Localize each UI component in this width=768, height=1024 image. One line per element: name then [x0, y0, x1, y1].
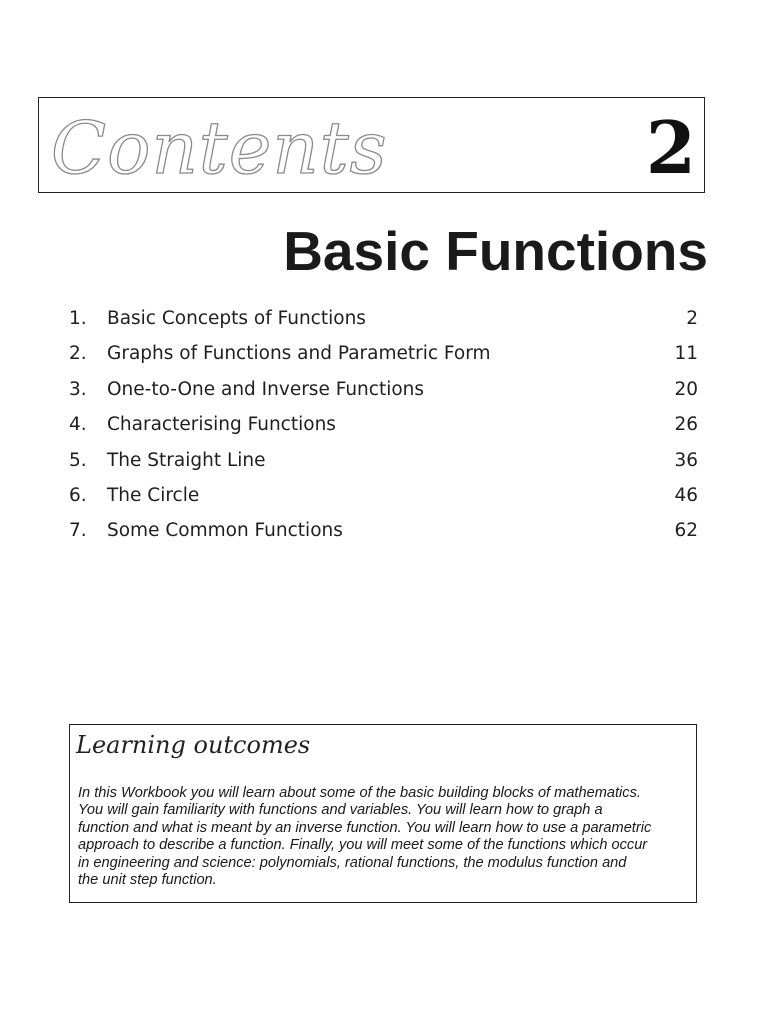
toc-entry-number: 2.: [69, 343, 87, 365]
toc-entry-number: 5.: [69, 449, 87, 471]
toc-entry[interactable]: [69, 446, 698, 481]
chapter-number: 2: [645, 105, 696, 190]
toc-entry-title: The Straight Line: [107, 449, 266, 471]
toc-entry[interactable]: [69, 410, 698, 445]
learning-outcomes-text: In this Workbook you will learn about some of the basic building blocks of mathematics. You will gain familiarity with functions and variables. You will learn how to graph a function and what is meant by an inverse function. You will learn how to use a parametric approach to describe a function. Finally, you will meet some of the functions which occur in engineering and science: polynomials, rational functions, the modulus function and the unit step function.: [78, 785, 652, 889]
toc-entry-title: Basic Concepts of Functions: [107, 308, 366, 329]
toc-entry-page: 26: [674, 414, 698, 436]
toc-entry-number: 3.: [69, 378, 87, 400]
toc-entry-title: One-to-One and Inverse Functions: [107, 378, 425, 400]
toc-entry-title: Characterising Functions: [107, 414, 336, 436]
toc-entry-page: 62: [674, 520, 698, 542]
toc-entry[interactable]: [69, 481, 698, 516]
toc-entry-number: 4.: [69, 414, 87, 436]
toc-entry-page: 36: [674, 449, 698, 471]
learning-outcomes-box: [69, 724, 697, 903]
contents-heading: Contents: [51, 106, 388, 190]
toc-entry[interactable]: [69, 516, 698, 551]
toc-entry-title: The Circle: [107, 484, 200, 506]
toc-entry-number: 1.: [69, 308, 87, 329]
contents-header-box: [38, 97, 705, 193]
chapter-title: Basic Functions: [283, 220, 708, 282]
toc-entry-page: 46: [674, 484, 698, 506]
toc-entry-number: 6.: [69, 484, 87, 506]
table-of-contents: [69, 304, 698, 552]
toc-entry-title: Graphs of Functions and Parametric Form: [107, 343, 491, 365]
toc-entry[interactable]: [69, 304, 698, 339]
learning-outcomes-heading: Learning outcomes: [76, 731, 311, 759]
toc-entry-page: 20: [674, 378, 698, 400]
toc-entry-page: 2: [686, 308, 698, 329]
toc-entry-number: 7.: [69, 520, 87, 542]
toc-entry-title: Some Common Functions: [107, 520, 343, 542]
toc-entry[interactable]: [69, 339, 698, 374]
toc-entry[interactable]: [69, 375, 698, 410]
toc-entry-page: 11: [674, 343, 698, 365]
